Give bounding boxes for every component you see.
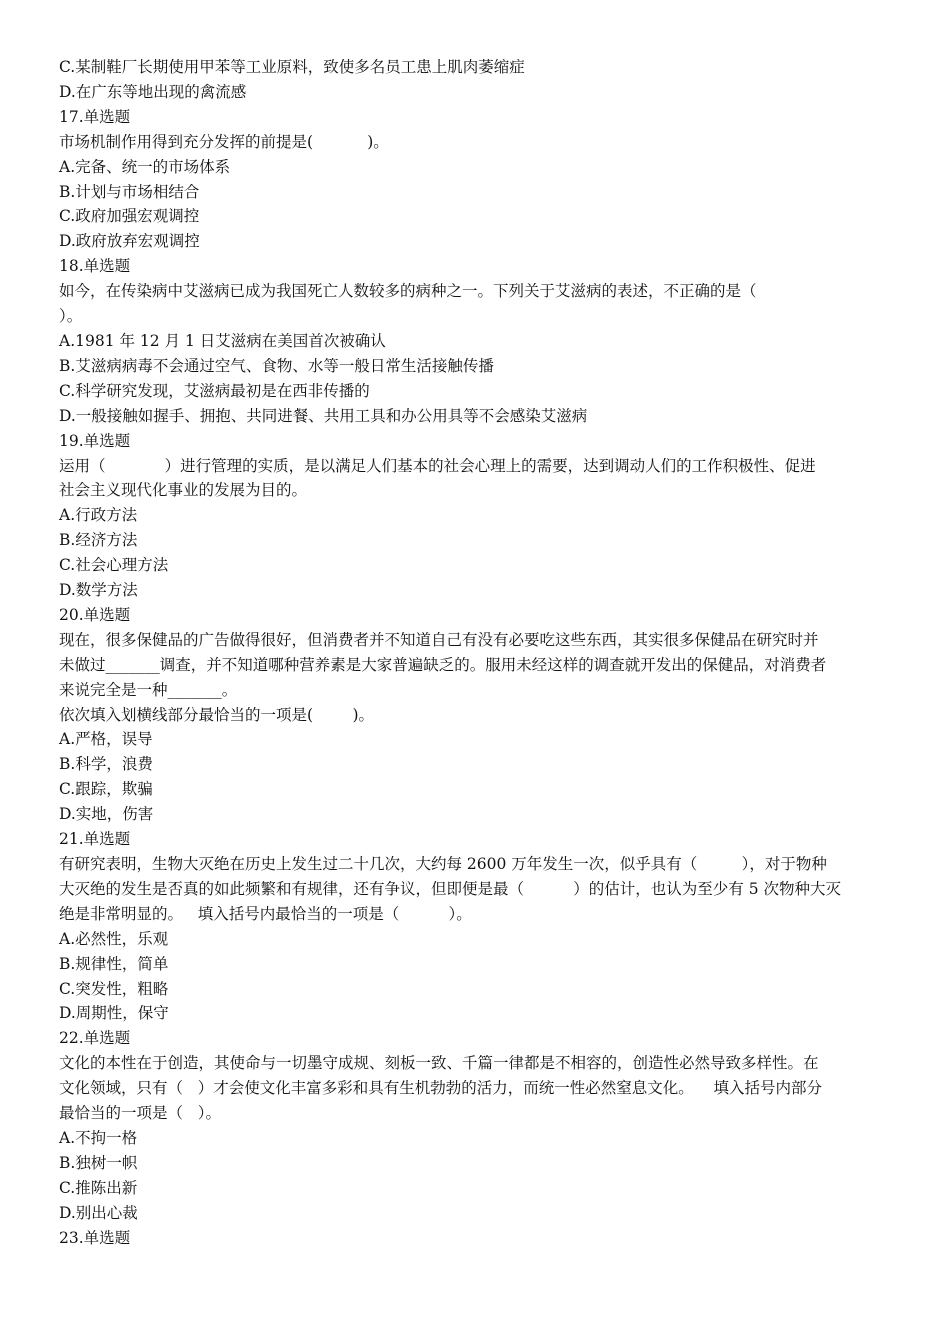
text-line: B.经济方法 <box>59 531 138 550</box>
text-line: B.独树一帜 <box>59 1153 138 1172</box>
text-line: A.行政方法 <box>59 506 138 525</box>
text-line: B.艾滋病病毒不会通过空气、食物、水等一般日常生活接触传播 <box>59 356 494 375</box>
text-line: D.在广东等地出现的禽流感 <box>59 82 247 101</box>
question-list <box>59 55 889 1251</box>
text-line: D.数学方法 <box>59 581 138 600</box>
text-line: B.科学，浪费 <box>59 755 153 774</box>
text-line: C.社会心理方法 <box>59 556 169 575</box>
text-line: A.严格，误导 <box>59 730 153 749</box>
text-line: 20.单选题 <box>59 605 131 624</box>
text-line: 文化的本性在于创造，其使命与一切墨守成规、刻板一致、千篇一律都是不相容的，创造性必然导致多样性。在 <box>59 1054 819 1073</box>
text-line: C.科学研究发现，艾滋病最初是在西非传播的 <box>59 381 370 400</box>
text-line: C.政府加强宏观调控 <box>59 207 200 226</box>
text-line: 运用（ ）进行管理的实质，是以满足人们基本的社会心理上的需要，达到调动人们的工作积极性、促进 <box>59 456 816 475</box>
text-line: A.1981 年 12 月 1 日艾滋病在美国首次被确认 <box>59 331 386 350</box>
text-line: A.完备、统一的市场体系 <box>59 157 231 176</box>
text-line: 18.单选题 <box>59 257 131 276</box>
text-line: D.政府放弃宏观调控 <box>59 232 200 251</box>
text-line: C.突发性，粗略 <box>59 979 169 998</box>
text-line: D.周期性，保守 <box>59 1004 169 1023</box>
text-line: A.不拘一格 <box>59 1128 138 1147</box>
text-line: 19.单选题 <box>59 431 131 450</box>
text-line: D.一般接触如握手、拥抱、共同进餐、共用工具和办公用具等不会感染艾滋病 <box>59 406 588 425</box>
text-line: 大灭绝的发生是否真的如此频繁和有规律，还有争议，但即便是最（ ）的估计，也认为至少有 5 次物种大灭 <box>59 879 841 898</box>
text-line: 绝是非常明显的。 填入括号内最恰当的一项是（ ）。 <box>59 904 472 923</box>
text-line: 社会主义现代化事业的发展为目的。 <box>59 481 308 500</box>
text-line: 有研究表明，生物大灭绝在历史上发生过二十几次，大约每 2600 万年发生一次，似乎具有（ ），对于物种 <box>59 855 827 873</box>
text-line: C.跟踪，欺骗 <box>59 780 153 799</box>
text-line: 17.单选题 <box>59 107 131 126</box>
text-line: 依次填入划横线部分最恰当的一项是( )。 <box>59 705 375 724</box>
text-line: ）。 <box>59 307 83 326</box>
text-line: B.计划与市场相结合 <box>59 182 200 201</box>
text-line: 未做过_______调查，并不知道哪种营养素是大家普遍缺乏的。服用未经这样的调查就开发出的保健品，对消费者 <box>59 655 827 674</box>
text-line: 现在，很多保健品的广告做得很好，但消费者并不知道自己有没有必要吃这些东西，其实很多保健品在研究时并 <box>59 630 819 649</box>
text-line: 最恰当的一项是（ ）。 <box>59 1104 222 1123</box>
text-line: 23.单选题 <box>59 1228 131 1247</box>
text-line: C.某制鞋厂长期使用甲苯等工业原料，致使多名员工患上肌肉萎缩症 <box>59 58 525 76</box>
text-line: 市场机制作用得到充分发挥的前提是( )。 <box>59 132 389 151</box>
text-line: C.推陈出新 <box>59 1178 138 1197</box>
text-line: 22.单选题 <box>59 1029 131 1048</box>
text-line: 来说完全是一种_______。 <box>59 680 238 699</box>
text-line: 21.单选题 <box>59 830 131 849</box>
text-line: 如今，在传染病中艾滋病已成为我国死亡人数较多的病种之一。下列关于艾滋病的表述，不正确的是（ <box>59 282 757 301</box>
text-line: D.实地，伤害 <box>59 805 154 824</box>
text-line: D.别出心裁 <box>59 1203 138 1222</box>
text-line: B.规律性，简单 <box>59 954 169 973</box>
text-line: A.必然性，乐观 <box>59 929 169 948</box>
text-line: 文化领域，只有（ ）才会使文化丰富多彩和具有生机勃勃的活力，而统一性必然窒息文化。 填入括号内部分 <box>59 1079 822 1098</box>
